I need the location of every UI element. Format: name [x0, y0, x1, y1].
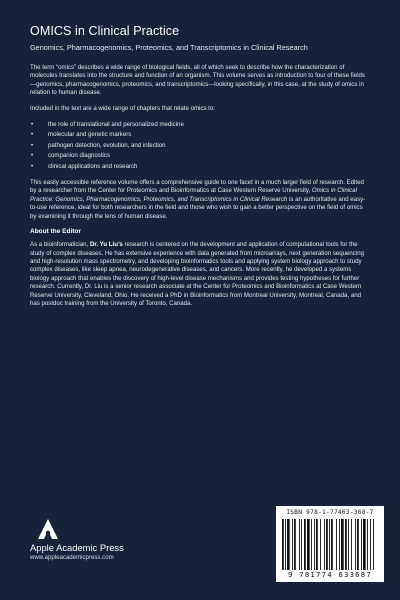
isbn-number: ISBN 978-1-77463-368-7 [286, 509, 374, 516]
paragraph-text: is an authoritative and easy-to-use reference, ideal for both researchers in the field and those who wish to gain a better perspective on the field of omics by examining it through the lens of human disease. [30, 195, 366, 220]
list-item: • the role of translational and personalized medicine [30, 120, 370, 130]
chapter-topic-list [30, 120, 370, 172]
list-item: • pathogen detection, evolution, and infection [30, 141, 370, 151]
back-cover-content [30, 24, 370, 315]
about-editor-heading: About the Editor [30, 228, 81, 236]
isbn-barcode [276, 506, 384, 582]
chapter-list-intro: Included in the text are a wide range of chapters that relate omics to: [30, 104, 215, 112]
barcode-icon [282, 519, 378, 571]
book-title: OMICS in Clinical Practice [30, 24, 180, 38]
list-item: • clinical applications and research [30, 162, 370, 172]
publisher-block [30, 518, 190, 561]
book-subtitle: Genomics, Pharmacogenomics, Proteomics, and Transcriptomics in Clinical Research [30, 43, 308, 52]
book-full-title: Omics in Clinical Practice: Genomics, Pharmacogenomics, Proteomics, and Transcriptomics in Clinical Research [30, 187, 357, 203]
list-item: • companion diagnostics [30, 151, 370, 161]
apple-academic-press-logo-icon [37, 518, 59, 540]
bio-text: As a bioinformatician, [30, 241, 90, 249]
publisher-url: www.appleacademicpress.com [30, 554, 114, 561]
publisher-name: Apple Academic Press [30, 542, 124, 553]
paragraph-text: This easily accessible reference volume offers a comprehensive guide to one facet in a much larger field of research. Edited by a researcher from the Center for Proteomics and Bioinformatics at Case Western Reserve University, [30, 179, 364, 195]
editor-bio [30, 241, 370, 308]
description-paragraph-1: The term “omics” describes a wide range of biological fields, all of which seek to describe how the characterization of molecules translates into the structure and function of an organism. This volume serves as introduction to four of these fields—genomics, pharmacogenomics, proteomics, and transcriptomics—looking specifically, in this case, at the study of omics in relation to human disease. [30, 64, 365, 97]
ean-number: 9 781774 633687 [276, 570, 384, 579]
bio-text: research is centered on the development and application of computational tools for the study of complex diseases. He has extensive experience with data generated from microarrays, next generation sequencing and high-resolution mass spectrometry, and developing bioinformatics tools and applying system biology approach to study complex diseases, like sleep apnea, neurodegenerative diseases, and cancers. More recently, he developed a systems biology approach that enables the discovery of high-level disease mechanisms and provides testing hypotheses for further research. Currently, Dr. Liu is a senior research associate at the Center for Proteomics and Bioinformatics at Case Western Reserve University, Cleveland, Ohio. He received a PhD in Bioinformatics from Montreal University, Montreal, Canada, and has postdoc training from the University of Toronto, Canada. [30, 241, 364, 307]
list-item: • molecular and genetic markers [30, 130, 370, 140]
description-paragraph-3 [30, 179, 370, 221]
editor-name: Dr. Yu Liu’s [89, 241, 123, 249]
